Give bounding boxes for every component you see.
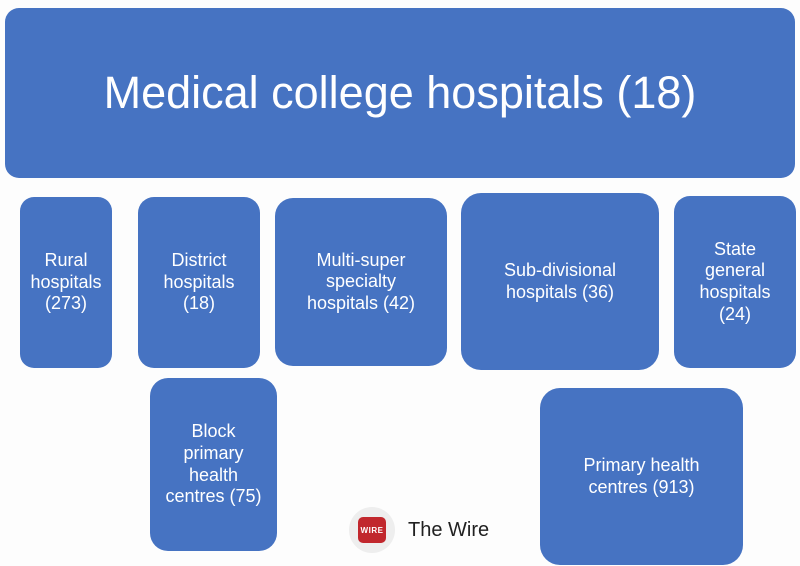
node-label-rural-hospitals: Rural hospitals (273) — [30, 250, 102, 314]
node-medical-college-hospitals — [5, 8, 795, 178]
node-district-hospitals — [138, 197, 260, 368]
node-block-primary-health-centres — [150, 378, 277, 551]
node-sub-divisional-hospitals — [461, 193, 659, 370]
node-rural-hospitals — [20, 197, 112, 368]
source-attribution — [349, 507, 489, 553]
node-state-general-hospitals — [674, 196, 796, 368]
the-wire-logo — [349, 507, 395, 553]
node-multi-super-specialty-hospitals — [275, 198, 447, 366]
node-primary-health-centres — [540, 388, 743, 565]
node-label-state-general-hospitals: State general hospitals (24) — [699, 238, 771, 324]
node-label-district-hospitals: District hospitals (18) — [163, 250, 235, 314]
source-name: The Wire — [408, 518, 490, 541]
node-label-primary-health-centres: Primary health centres (913) — [583, 454, 700, 497]
node-label-block-primary-health-centres: Block primary health centres (75) — [165, 421, 262, 507]
node-label-multi-super-specialty-hospitals: Multi-super specialty hospitals (42) — [306, 249, 416, 313]
wire-logo-icon — [358, 517, 386, 543]
node-label-sub-divisional-hospitals: Sub-divisional hospitals (36) — [503, 259, 617, 302]
node-label-medical-college-hospitals: Medical college hospitals (18) — [103, 67, 697, 119]
wire-logo-text: WIRE — [360, 525, 384, 535]
